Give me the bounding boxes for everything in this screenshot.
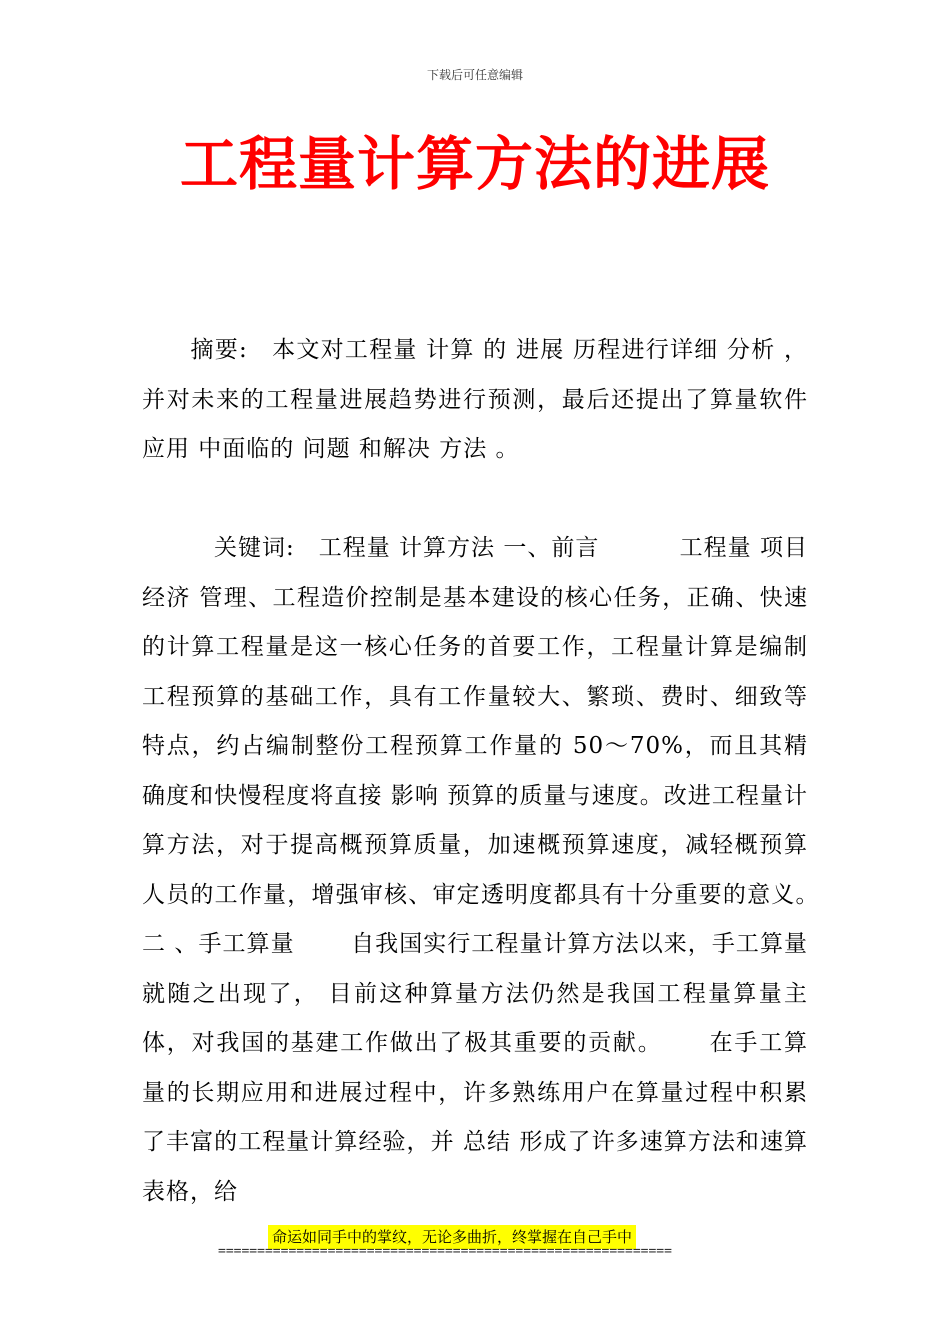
- abstract-paragraph: 摘要: 本文对工程量 计算 的 进展 历程进行详细 分析 ，并对未来的工程量进展趋势进行预测，最后还提出了算量软件 应用 中面临的 问题 和解决 方法 。: [142, 337, 808, 462]
- document-title: 工程量计算方法的进展: [179, 130, 770, 198]
- header-note: 下载后可任意编辑: [426, 68, 523, 82]
- keywords-paragraph: 关键词: 工程量 计算方法 一、前言 工程量 项目 经济 管理、工程造价控制是基本建设的核心任务，正确、快速的计算工程量是这一核心任务的首要工作，工程量计算是编制工程预算的基础工作，具有工作量较大、繁琐、费时、细致等特点，约占编制整份工程预算工作量的 50～70%，而且其精确度和快慢程度将直接 影响 预算的质量与速度。改进工程量计算方法，对于提高概预算质量，加速概预算速度，减轻概预算人员的工作量，增强审核、审定透明度都具有十分重要的意义。 二 、手工算量 自我国实行工程量计算方法以来，手工算量就随之出现了， 目前这种算量方法仍然是我国工程量算量主体，对我国的基建工作做出了极其重要的贡献。 在手工算量的长期应用和进展过程中，许多熟练用户在算量过程中积累了丰富的工程量计算经验，并 总结 形成了许多速算方法和速算表格，给: [142, 535, 865, 1205]
- footer-divider: ==========================================================: [218, 1244, 672, 1259]
- footer-slogan: 命运如同手中的掌纹，无论多曲折，终掌握在自己手中: [268, 1225, 636, 1249]
